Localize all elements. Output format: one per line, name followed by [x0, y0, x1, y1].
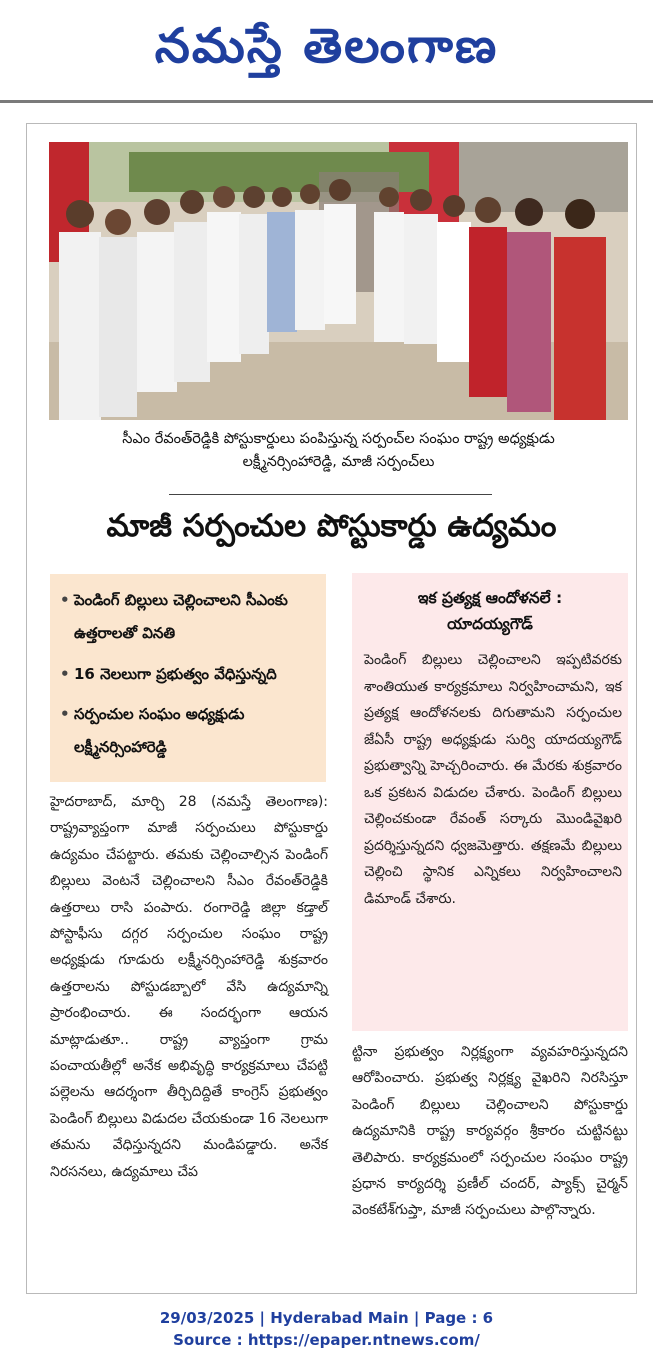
newspaper-logo: నమస్తే తెలంగాణ: [154, 18, 499, 74]
sidebar-body: పెండింగ్ బిల్లులు చెల్లించాలని ఇప్పటివరకు శాంతియుత కార్యక్రమాలు నిర్వహించామని, ఇక ప్రత్యక్ష ఆందోళనలకు దిగుతామని సర్పంచుల జేఏసీ రాష్ట్ర అధ్యక్షుడు సుర్వి యాదయ్యగౌడ్ ప్రభుత్వాన్ని హెచ్చరించారు. ఈ మేరకు శుక్రవారం ఒక ప్రకటన విడుదల చేశారు. పెండింగ్ బిల్లులు చెల్లించకుండా రేవంత్ సర్కారు మొండివైఖరి ప్రదర్శిస్తున్నదని ధ్వజమెత్తారు. తక్షణమే బిల్లులు చెల్లించి స్థానిక ఎన్నికలు నిర్వహించాలని డిమాండ్ చేశారు.: [364, 652, 622, 907]
sidebar-story: [352, 573, 628, 1031]
sidebar-title-line-2: యాదయ్యగౌడ్: [447, 615, 533, 633]
article-body-left-column: హైదరాబాద్, మార్చి 28 (నమస్తే తెలంగాణ): రాష్ట్రవ్యాప్తంగా మాజీ సర్పంచులు పోస్టుకార్డు ఉద్యమం చేపట్టారు. తమకు చెల్లించాల్సిన పెండింగ్ బిల్లులు వెంటనే చెల్లించాలని సీఎం రేవంత్‌రెడ్డికి ఉత్తరాలు రాసి పంపారు. రంగారెడ్డి జిల్లా కడ్తాల్ పోస్టాఫీసు దగ్గర సర్పంచుల సంఘం రాష్ట్ర అధ్యక్షుడు గూడురు లక్ష్మీనర్సింహారెడ్డి శుక్రవారం ఉత్తరాలను పోస్టుడబ్బాలో వేసి ఉద్యమాన్ని ప్రారంభించారు. ఈ సందర్భంగా ఆయన మాట్లాడుతూ.. రాష్ట్ర వ్యాప్తంగా గ్రామ పంచాయతీల్లో అనేక అభివృద్ధి కార్యక్రమాలు చేపట్టి పల్లెలను ఆదర్శంగా తీర్చిదిద్దితే కాంగ్రెస్ ప్రభుత్వం పెండింగ్ బిల్లులు విడుదల చేయకుండా 16 నెలలుగా తమను వేధిస్తున్నదని మండిపడ్డారు. అనేక నిరసనలు, ఉద్యమాలు చేప: [50, 794, 328, 1180]
caption-line-1: సీఎం రేవంత్‌రెడ్డికి పోస్టుకార్డులు పంపిస్తున్న సర్పంచ్‌ల సంఘం రాష్ట్ర అధ్యక్షుడు: [122, 431, 555, 447]
caption-divider: [169, 494, 492, 495]
page-footer: [0, 1307, 653, 1351]
masthead: [0, 0, 653, 92]
edition-info: 29/03/2025 | Hyderabad Main | Page : 6: [159, 1309, 494, 1327]
article-body-right-column: ట్టినా ప్రభుత్వం నిర్లక్ష్యంగా వ్యవహరిస్తున్నదని ఆరోపించారు. ప్రభుత్వ నిర్లక్ష్య వైఖరిని నిరసిస్తూ పెండింగ్ బిల్లులు చెల్లించాలని పోస్టుకార్డు ఉద్యమానికి రాష్ట్ర కార్యవర్గం శ్రీకారం చుట్టినట్టు తెలిపారు. కార్యక్రమంలో సర్పంచుల సంఘం రాష్ట్ర ప్రధాన కార్యదర్శి ప్రణీల్ చందర్, ప్యాక్స్ చైర్మన్ వెంకటేశ్‌గుప్తా, మాజీ సర్పంచులు పాల్గొన్నారు.: [352, 1044, 628, 1219]
highlight-text: పెండింగ్ బిల్లులు చెల్లించాలని సీఎంకు ఉత్తరాలతో వినతి: [74, 591, 288, 642]
article-headline: మాజీ సర్పంచుల పోస్టుకార్డు ఉద్యమం: [106, 508, 557, 544]
highlight-text: సర్పంచుల సంఘం అధ్యక్షుడు లక్ష్మీనర్సింహారెడ్డి: [74, 705, 245, 756]
news-photo: [49, 142, 628, 420]
caption-line-2: లక్ష్మీనర్సింహారెడ్డి, మాజీ సర్పంచ్‌లు: [242, 454, 435, 470]
bullet-icon: •: [60, 705, 70, 723]
article-clipping: [26, 123, 637, 1294]
source-link[interactable]: Source : https://epaper.ntnews.com/: [173, 1331, 480, 1349]
bullet-icon: •: [60, 591, 70, 609]
sidebar-title-line-1: ఇక ప్రత్యక్ష ఆందోళనలే :: [417, 589, 563, 607]
highlights-box: [50, 574, 326, 782]
highlight-item: [60, 698, 322, 764]
highlight-item: [60, 658, 322, 691]
photo-caption: [49, 428, 628, 474]
group-photo-icon: [49, 142, 628, 420]
highlight-text: 16 నెలలుగా ప్రభుత్వం వేధిస్తున్నది: [74, 665, 277, 683]
highlight-item: [60, 584, 322, 650]
bullet-icon: •: [60, 665, 70, 683]
masthead-divider: [0, 100, 653, 103]
sidebar-title: [352, 585, 628, 637]
